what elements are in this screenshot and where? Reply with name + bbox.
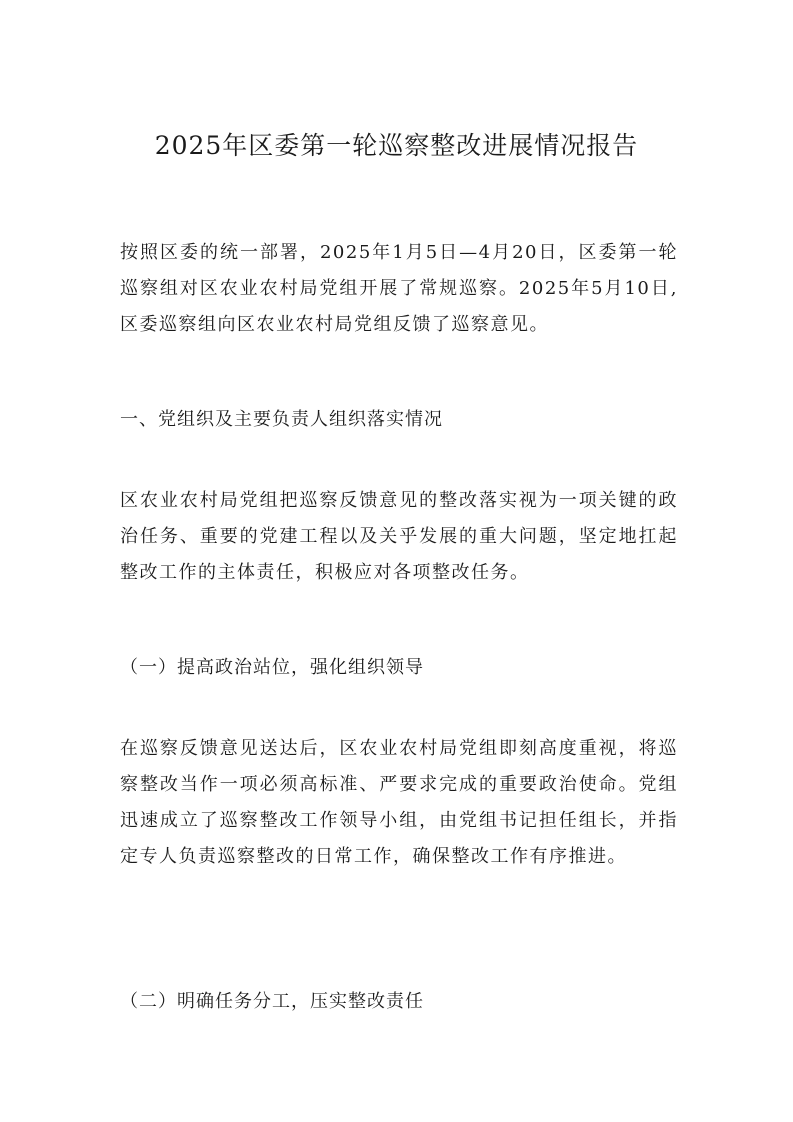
section-1-heading: 一、党组织及主要负责人组织落实情况 bbox=[120, 409, 443, 430]
subsection-1-paragraph: 在巡察反馈意见送达后，区农业农村局党组即刻高度重视，将巡察整改当作一项必须高标准、严要求完成的重要政治使命。党组迅速成立了巡察整改工作领导小组，由党组书记担任组长，并指定专人负责巡察整改的日常工作，确保整改工作有序推进。 bbox=[120, 738, 678, 867]
document-title: 2025年区委第一轮巡察整改进展情况报告 bbox=[154, 131, 639, 160]
subsection-1-heading: （一）提高政治站位，强化组织领导 bbox=[120, 657, 424, 678]
subsection-2-heading: （二）明确任务分工，压实整改责任 bbox=[120, 991, 424, 1012]
intro-paragraph: 按照区委的统一部署，2025年1月5日—4月20日，区委第一轮巡察组对区农业农村局党组开展了常规巡察。2025年5月10日,区委巡察组向区农业农村局党组反馈了巡察意见。 bbox=[120, 242, 678, 335]
section-1-paragraph: 区农业农村局党组把巡察反馈意见的整改落实视为一项关键的政治任务、重要的党建工程以及关乎发展的重大问题，坚定地扛起整改工作的主体责任，积极应对各项整改任务。 bbox=[120, 490, 678, 583]
